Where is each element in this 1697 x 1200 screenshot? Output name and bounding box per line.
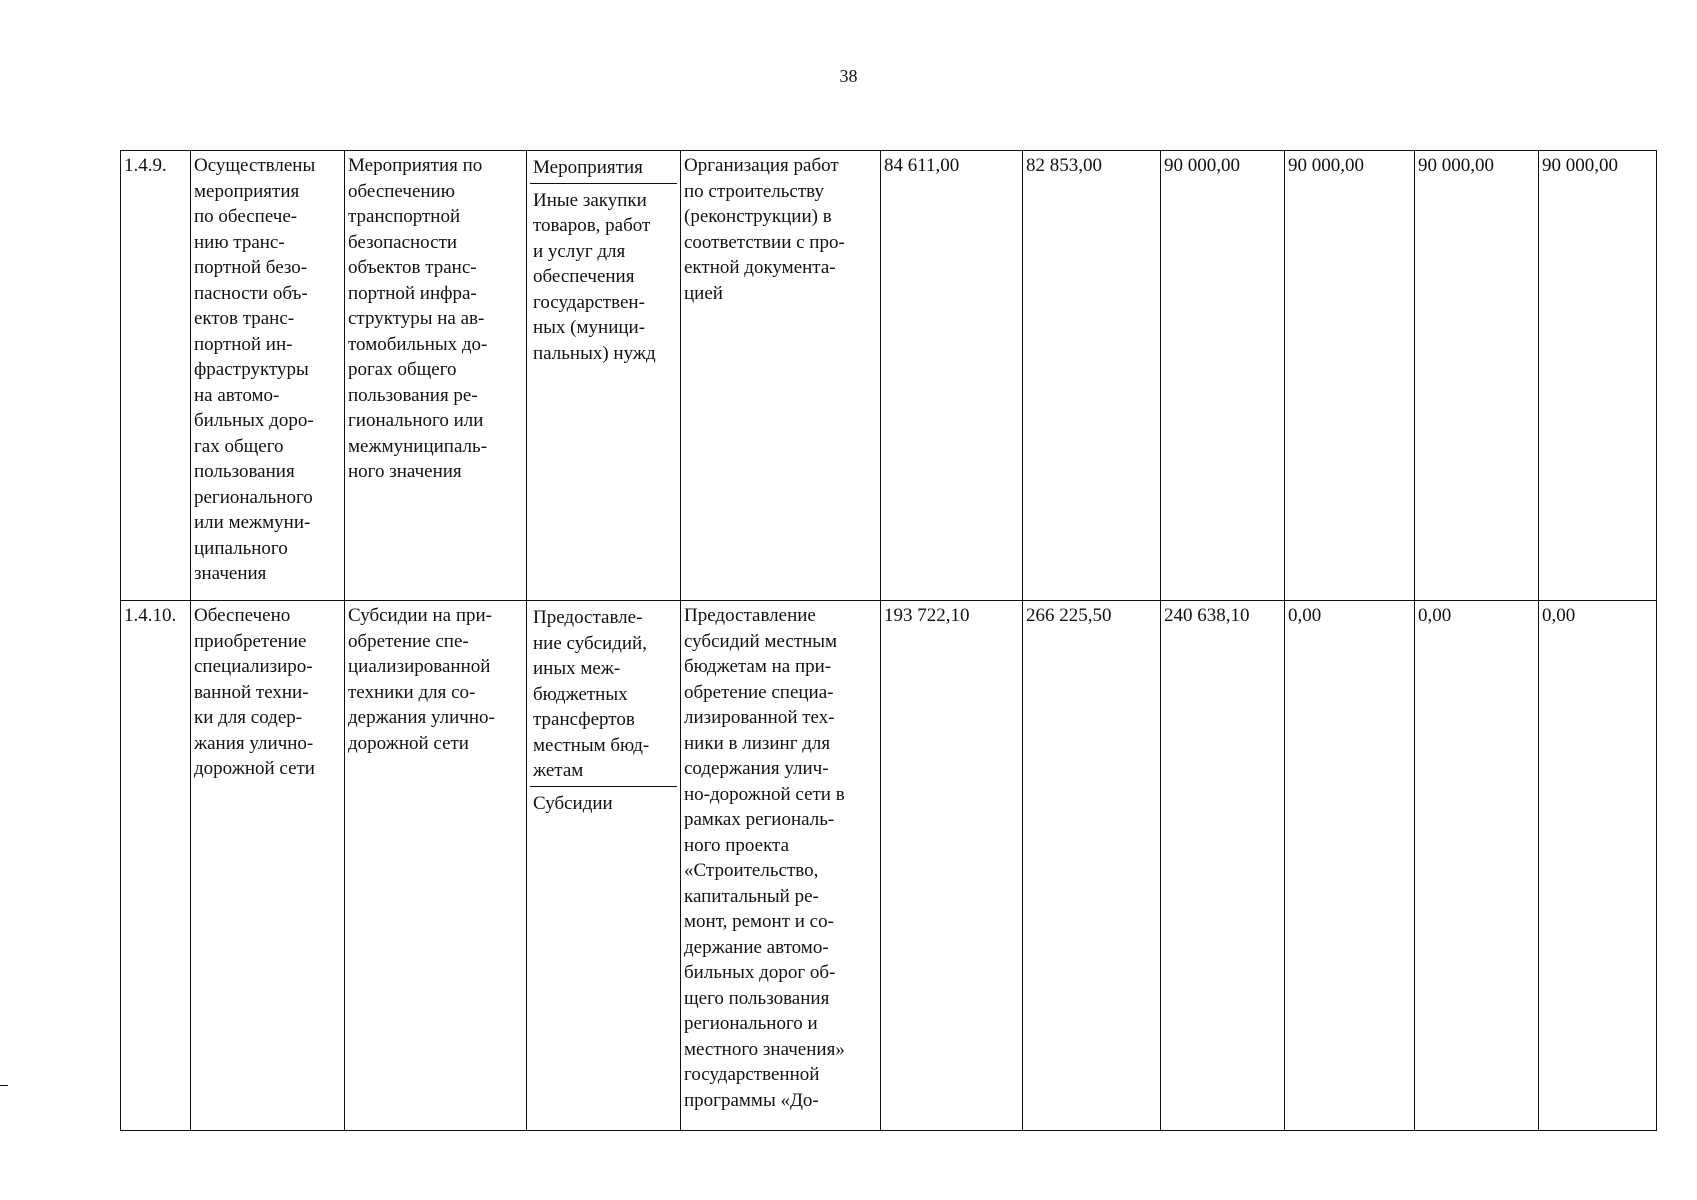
value-cell: 0,00 [1285,601,1415,1131]
row-number: 1.4.10. [121,601,191,1131]
expense-type-top: Мероприятия [530,153,677,184]
value-cell: 90 000,00 [1161,151,1285,601]
value-cell: 90 000,00 [1285,151,1415,601]
expense-type-bottom: Иные закупки товаров, работ и услуг для обеспечения государствен- ных (муници- пальных) нужд [533,189,656,364]
row-number: 1.4.9. [121,151,191,601]
value-cell: 90 000,00 [1539,151,1657,601]
margin-mark [0,1085,8,1086]
value-cell: 90 000,00 [1415,151,1539,601]
event-cell: Мероприятия по обеспечению транспортной безопасности объектов транс- портной инфра- структуры на ав- томобильных до- рогах общего пользования ре- гионального или межмуниципаль- ного значения [345,151,527,601]
result-cell: Обеспечено приобретение специализиро- ванной техни- ки для содер- жания улично- дорожной сети [191,601,345,1131]
value-cell: 266 225,50 [1023,601,1161,1131]
program-table [120,150,1657,1131]
table-row [121,601,1657,1131]
value-cell: 82 853,00 [1023,151,1161,601]
value-cell: 84 611,00 [881,151,1023,601]
table-row [121,151,1657,601]
value-cell: 0,00 [1539,601,1657,1131]
value-cell: 240 638,10 [1161,601,1285,1131]
expense-type-bottom: Субсидии [533,792,613,814]
result-cell: Осуществлены мероприятия по обеспече- нию транс- портной безо- пасности объ- ектов транс- портной ин- фраструктуры на автомо- бильных доро- гах общего пользования регионального или межмуни- ципального значения [191,151,345,601]
description-cell: Организация работ по строительству (реконструкции) в соответствии с про- ектной документа- цией [681,151,881,601]
value-cell: 0,00 [1415,601,1539,1131]
expense-type-top: Предоставле- ние субсидий, иных меж- бюджетных трансфертов местным бюд- жетам [530,603,677,787]
expense-type-cell [527,601,681,1131]
description-cell: Предоставление субсидий местным бюджетам на при- обретение специа- лизированной тех- ники в лизинг для содержания улич- но-дорожной сети в рамках региональ- ного проекта «Строительство, капитальный ре- монт, ремонт и со- держание автомо- бильных дорог об- щего пользования регионального и местного значения» государственной программы «До- [681,601,881,1131]
expense-type-cell [527,151,681,601]
event-cell: Субсидии на при- обретение спе- циализированной техники для со- держания улично- дорожной сети [345,601,527,1131]
value-cell: 193 722,10 [881,601,1023,1131]
page-number: 38 [839,66,858,86]
